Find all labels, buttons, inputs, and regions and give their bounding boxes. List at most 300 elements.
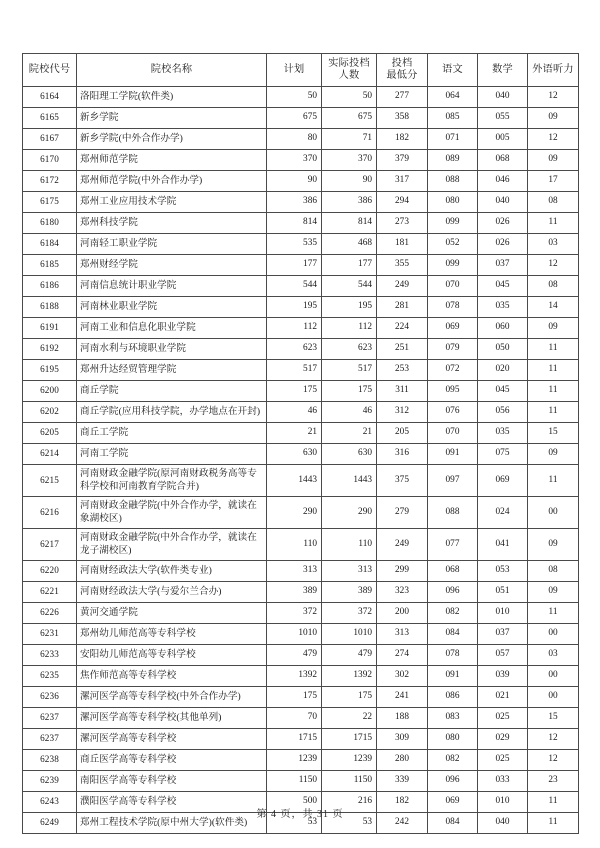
cell-math: 010 bbox=[478, 603, 528, 624]
cell-code: 6202 bbox=[23, 402, 77, 423]
cell-plan: 175 bbox=[267, 381, 322, 402]
cell-math: 035 bbox=[478, 423, 528, 444]
cell-code: 6164 bbox=[23, 87, 77, 108]
cell-actual-count: 675 bbox=[322, 108, 377, 129]
cell-chinese: 084 bbox=[428, 624, 478, 645]
cell-english-listening: 11 bbox=[528, 813, 579, 834]
cell-actual-count: 110 bbox=[322, 529, 377, 561]
cell-code: 6220 bbox=[23, 561, 77, 582]
cell-school-name: 郑州工程技术学院(原中州大学)(软件类) bbox=[77, 813, 267, 834]
cell-min-score: 302 bbox=[377, 666, 428, 687]
cell-math: 055 bbox=[478, 108, 528, 129]
cell-code: 6217 bbox=[23, 529, 77, 561]
cell-math: 021 bbox=[478, 687, 528, 708]
cell-chinese: 097 bbox=[428, 465, 478, 497]
cell-actual-count: 389 bbox=[322, 582, 377, 603]
cell-math: 029 bbox=[478, 729, 528, 750]
cell-chinese: 091 bbox=[428, 666, 478, 687]
table-row bbox=[23, 645, 579, 666]
cell-min-score: 273 bbox=[377, 213, 428, 234]
cell-plan: 290 bbox=[267, 497, 322, 529]
cell-chinese: 095 bbox=[428, 381, 478, 402]
cell-min-score: 375 bbox=[377, 465, 428, 497]
cell-math: 045 bbox=[478, 276, 528, 297]
cell-english-listening: 03 bbox=[528, 234, 579, 255]
cell-english-listening: 12 bbox=[528, 729, 579, 750]
cell-actual-count: 372 bbox=[322, 603, 377, 624]
cell-math: 026 bbox=[478, 234, 528, 255]
table-row bbox=[23, 297, 579, 318]
cell-actual-count: 21 bbox=[322, 423, 377, 444]
cell-code: 6192 bbox=[23, 339, 77, 360]
cell-plan: 1010 bbox=[267, 624, 322, 645]
cell-english-listening: 12 bbox=[528, 129, 579, 150]
cell-actual-count: 290 bbox=[322, 497, 377, 529]
cell-english-listening: 17 bbox=[528, 171, 579, 192]
cell-school-name: 郑州工业应用技术学院 bbox=[77, 192, 267, 213]
cell-plan: 1150 bbox=[267, 771, 322, 792]
column-header-plan: 计划 bbox=[267, 54, 322, 87]
cell-chinese: 082 bbox=[428, 603, 478, 624]
cell-school-name: 郑州科技学院 bbox=[77, 213, 267, 234]
table-row bbox=[23, 729, 579, 750]
cell-actual-count: 1443 bbox=[322, 465, 377, 497]
cell-min-score: 279 bbox=[377, 497, 428, 529]
cell-chinese: 088 bbox=[428, 497, 478, 529]
cell-chinese: 091 bbox=[428, 444, 478, 465]
cell-min-score: 311 bbox=[377, 381, 428, 402]
cell-chinese: 078 bbox=[428, 297, 478, 318]
cell-actual-count: 1392 bbox=[322, 666, 377, 687]
cell-actual-count: 177 bbox=[322, 255, 377, 276]
cell-actual-count: 623 bbox=[322, 339, 377, 360]
cell-actual-count: 544 bbox=[322, 276, 377, 297]
cell-english-listening: 12 bbox=[528, 255, 579, 276]
cell-actual-count: 517 bbox=[322, 360, 377, 381]
cell-chinese: 079 bbox=[428, 339, 478, 360]
column-header-actual-line1: 实际投档 bbox=[328, 57, 370, 69]
cell-actual-count: 112 bbox=[322, 318, 377, 339]
cell-code: 6191 bbox=[23, 318, 77, 339]
column-header-code: 院校代号 bbox=[23, 54, 77, 87]
column-header-name: 院校名称 bbox=[77, 54, 267, 87]
cell-plan: 53 bbox=[267, 813, 322, 834]
cell-school-name: 河南信息统计职业学院 bbox=[77, 276, 267, 297]
cell-plan: 386 bbox=[267, 192, 322, 213]
cell-school-name: 商丘学院(应用科技学院，办学地点在开封) bbox=[77, 402, 267, 423]
cell-code: 6231 bbox=[23, 624, 77, 645]
cell-english-listening: 08 bbox=[528, 192, 579, 213]
table-header bbox=[23, 54, 579, 87]
cell-english-listening: 11 bbox=[528, 213, 579, 234]
cell-school-name: 焦作师范高等专科学校 bbox=[77, 666, 267, 687]
cell-code: 6221 bbox=[23, 582, 77, 603]
cell-actual-count: 50 bbox=[322, 87, 377, 108]
cell-math: 051 bbox=[478, 582, 528, 603]
cell-english-listening: 15 bbox=[528, 708, 579, 729]
cell-school-name: 河南财政金融学院(中外合作办学，就读在象湖校区) bbox=[77, 497, 267, 529]
table-row bbox=[23, 529, 579, 561]
cell-plan: 313 bbox=[267, 561, 322, 582]
cell-actual-count: 90 bbox=[322, 171, 377, 192]
cell-min-score: 323 bbox=[377, 582, 428, 603]
cell-english-listening: 00 bbox=[528, 624, 579, 645]
cell-chinese: 083 bbox=[428, 708, 478, 729]
cell-school-name: 新乡学院 bbox=[77, 108, 267, 129]
cell-english-listening: 00 bbox=[528, 666, 579, 687]
cell-actual-count: 386 bbox=[322, 192, 377, 213]
cell-min-score: 205 bbox=[377, 423, 428, 444]
cell-math: 075 bbox=[478, 444, 528, 465]
cell-english-listening: 08 bbox=[528, 561, 579, 582]
cell-chinese: 084 bbox=[428, 813, 478, 834]
table-row bbox=[23, 750, 579, 771]
cell-english-listening: 11 bbox=[528, 402, 579, 423]
cell-min-score: 339 bbox=[377, 771, 428, 792]
cell-code: 6216 bbox=[23, 497, 77, 529]
cell-plan: 1715 bbox=[267, 729, 322, 750]
page-footer: 第 4 页，共 31 页 bbox=[256, 809, 344, 820]
cell-min-score: 224 bbox=[377, 318, 428, 339]
cell-chinese: 088 bbox=[428, 171, 478, 192]
cell-chinese: 068 bbox=[428, 561, 478, 582]
cell-chinese: 082 bbox=[428, 750, 478, 771]
cell-math: 046 bbox=[478, 171, 528, 192]
cell-min-score: 358 bbox=[377, 108, 428, 129]
cell-plan: 50 bbox=[267, 87, 322, 108]
cell-code: 6185 bbox=[23, 255, 77, 276]
cell-actual-count: 370 bbox=[322, 150, 377, 171]
cell-min-score: 312 bbox=[377, 402, 428, 423]
cell-plan: 175 bbox=[267, 687, 322, 708]
cell-plan: 1239 bbox=[267, 750, 322, 771]
cell-min-score: 249 bbox=[377, 276, 428, 297]
cell-school-name: 河南财经政法大学(与爱尔兰合办) bbox=[77, 582, 267, 603]
table-row bbox=[23, 171, 579, 192]
table-row bbox=[23, 624, 579, 645]
cell-english-listening: 09 bbox=[528, 150, 579, 171]
cell-plan: 479 bbox=[267, 645, 322, 666]
cell-actual-count: 175 bbox=[322, 687, 377, 708]
cell-actual-count: 479 bbox=[322, 645, 377, 666]
cell-min-score: 188 bbox=[377, 708, 428, 729]
cell-english-listening: 15 bbox=[528, 423, 579, 444]
cell-code: 6249 bbox=[23, 813, 77, 834]
cell-school-name: 商丘学院 bbox=[77, 381, 267, 402]
cell-plan: 110 bbox=[267, 529, 322, 561]
column-header-min-line2: 最低分 bbox=[386, 70, 418, 81]
cell-chinese: 096 bbox=[428, 771, 478, 792]
cell-math: 037 bbox=[478, 255, 528, 276]
cell-code: 6215 bbox=[23, 465, 77, 497]
cell-chinese: 080 bbox=[428, 192, 478, 213]
cell-min-score: 182 bbox=[377, 129, 428, 150]
cell-english-listening: 11 bbox=[528, 381, 579, 402]
cell-code: 6237 bbox=[23, 708, 77, 729]
cell-chinese: 064 bbox=[428, 87, 478, 108]
cell-actual-count: 630 bbox=[322, 444, 377, 465]
table-row bbox=[23, 234, 579, 255]
table-row bbox=[23, 708, 579, 729]
cell-english-listening: 09 bbox=[528, 529, 579, 561]
cell-min-score: 249 bbox=[377, 529, 428, 561]
cell-chinese: 070 bbox=[428, 276, 478, 297]
cell-plan: 1443 bbox=[267, 465, 322, 497]
cell-actual-count: 195 bbox=[322, 297, 377, 318]
cell-english-listening: 08 bbox=[528, 276, 579, 297]
cell-actual-count: 468 bbox=[322, 234, 377, 255]
cell-math: 069 bbox=[478, 465, 528, 497]
cell-english-listening: 09 bbox=[528, 318, 579, 339]
column-header-min-score bbox=[377, 54, 428, 87]
cell-english-listening: 23 bbox=[528, 771, 579, 792]
cell-min-score: 241 bbox=[377, 687, 428, 708]
cell-plan: 21 bbox=[267, 423, 322, 444]
cell-plan: 372 bbox=[267, 603, 322, 624]
cell-plan: 177 bbox=[267, 255, 322, 276]
cell-min-score: 277 bbox=[377, 87, 428, 108]
table-row bbox=[23, 603, 579, 624]
table-row bbox=[23, 444, 579, 465]
table-row bbox=[23, 666, 579, 687]
cell-math: 035 bbox=[478, 297, 528, 318]
cell-code: 6180 bbox=[23, 213, 77, 234]
cell-school-name: 河南林业职业学院 bbox=[77, 297, 267, 318]
table-row bbox=[23, 255, 579, 276]
cell-math: 056 bbox=[478, 402, 528, 423]
cell-chinese: 086 bbox=[428, 687, 478, 708]
cell-school-name: 河南水利与环境职业学院 bbox=[77, 339, 267, 360]
cell-chinese: 076 bbox=[428, 402, 478, 423]
cell-code: 6205 bbox=[23, 423, 77, 444]
column-header-chinese: 语文 bbox=[428, 54, 478, 87]
cell-plan: 544 bbox=[267, 276, 322, 297]
cell-code: 6195 bbox=[23, 360, 77, 381]
cell-plan: 112 bbox=[267, 318, 322, 339]
cell-math: 040 bbox=[478, 192, 528, 213]
cell-min-score: 309 bbox=[377, 729, 428, 750]
cell-code: 6184 bbox=[23, 234, 77, 255]
cell-school-name: 安阳幼儿师范高等专科学校 bbox=[77, 645, 267, 666]
cell-chinese: 052 bbox=[428, 234, 478, 255]
cell-plan: 389 bbox=[267, 582, 322, 603]
column-header-actual bbox=[322, 54, 377, 87]
cell-english-listening: 00 bbox=[528, 687, 579, 708]
cell-school-name: 漯河医学高等专科学校 bbox=[77, 729, 267, 750]
cell-math: 005 bbox=[478, 129, 528, 150]
cell-school-name: 漯河医学高等专科学校(中外合作办学) bbox=[77, 687, 267, 708]
cell-chinese: 078 bbox=[428, 645, 478, 666]
cell-plan: 675 bbox=[267, 108, 322, 129]
cell-code: 6237 bbox=[23, 729, 77, 750]
cell-code: 6214 bbox=[23, 444, 77, 465]
cell-school-name: 商丘医学高等专科学校 bbox=[77, 750, 267, 771]
cell-english-listening: 00 bbox=[528, 497, 579, 529]
cell-code: 6238 bbox=[23, 750, 77, 771]
cell-chinese: 096 bbox=[428, 582, 478, 603]
cell-school-name: 新乡学院(中外合作办学) bbox=[77, 129, 267, 150]
cell-english-listening: 09 bbox=[528, 582, 579, 603]
cell-math: 040 bbox=[478, 813, 528, 834]
cell-plan: 630 bbox=[267, 444, 322, 465]
cell-actual-count: 216 bbox=[322, 792, 377, 813]
column-header-min-line1: 投档 bbox=[391, 57, 413, 69]
cell-school-name: 河南工业和信息化职业学院 bbox=[77, 318, 267, 339]
cell-english-listening: 12 bbox=[528, 750, 579, 771]
cell-min-score: 281 bbox=[377, 297, 428, 318]
cell-actual-count: 22 bbox=[322, 708, 377, 729]
cell-min-score: 242 bbox=[377, 813, 428, 834]
cell-chinese: 077 bbox=[428, 529, 478, 561]
cell-chinese: 099 bbox=[428, 255, 478, 276]
cell-school-name: 郑州升达经贸管理学院 bbox=[77, 360, 267, 381]
cell-chinese: 071 bbox=[428, 129, 478, 150]
cell-code: 6186 bbox=[23, 276, 77, 297]
cell-code: 6243 bbox=[23, 792, 77, 813]
cell-chinese: 072 bbox=[428, 360, 478, 381]
cell-math: 026 bbox=[478, 213, 528, 234]
cell-actual-count: 1715 bbox=[322, 729, 377, 750]
cell-school-name: 河南财经政法大学(软件类专业) bbox=[77, 561, 267, 582]
table-row bbox=[23, 360, 579, 381]
cell-plan: 1392 bbox=[267, 666, 322, 687]
cell-school-name: 河南财政金融学院(原河南财政税务高等专科学校和河南教育学院合并) bbox=[77, 465, 267, 497]
cell-chinese: 080 bbox=[428, 729, 478, 750]
cell-chinese: 070 bbox=[428, 423, 478, 444]
table-row bbox=[23, 318, 579, 339]
cell-school-name: 河南工学院 bbox=[77, 444, 267, 465]
table-body bbox=[23, 87, 579, 834]
cell-chinese: 069 bbox=[428, 792, 478, 813]
cell-english-listening: 09 bbox=[528, 108, 579, 129]
cell-math: 024 bbox=[478, 497, 528, 529]
cell-plan: 70 bbox=[267, 708, 322, 729]
cell-min-score: 182 bbox=[377, 792, 428, 813]
cell-plan: 195 bbox=[267, 297, 322, 318]
cell-school-name: 河南财政金融学院(中外合作办学，就读在龙子湖校区) bbox=[77, 529, 267, 561]
cell-english-listening: 09 bbox=[528, 444, 579, 465]
cell-code: 6167 bbox=[23, 129, 77, 150]
cell-school-name: 郑州幼儿师范高等专科学校 bbox=[77, 624, 267, 645]
cell-math: 025 bbox=[478, 750, 528, 771]
cell-actual-count: 53 bbox=[322, 813, 377, 834]
cell-math: 010 bbox=[478, 792, 528, 813]
cell-chinese: 085 bbox=[428, 108, 478, 129]
cell-min-score: 274 bbox=[377, 645, 428, 666]
cell-school-name: 郑州师范学院 bbox=[77, 150, 267, 171]
admission-score-table bbox=[22, 53, 579, 834]
cell-english-listening: 12 bbox=[528, 87, 579, 108]
cell-actual-count: 71 bbox=[322, 129, 377, 150]
table-row bbox=[23, 213, 579, 234]
cell-chinese: 089 bbox=[428, 150, 478, 171]
column-header-math: 数学 bbox=[478, 54, 528, 87]
table-row bbox=[23, 402, 579, 423]
cell-english-listening: 11 bbox=[528, 603, 579, 624]
cell-math: 057 bbox=[478, 645, 528, 666]
cell-math: 020 bbox=[478, 360, 528, 381]
cell-math: 039 bbox=[478, 666, 528, 687]
cell-min-score: 294 bbox=[377, 192, 428, 213]
cell-min-score: 200 bbox=[377, 603, 428, 624]
cell-school-name: 郑州财经学院 bbox=[77, 255, 267, 276]
cell-min-score: 316 bbox=[377, 444, 428, 465]
cell-math: 025 bbox=[478, 708, 528, 729]
cell-math: 053 bbox=[478, 561, 528, 582]
cell-plan: 46 bbox=[267, 402, 322, 423]
table-row bbox=[23, 497, 579, 529]
cell-code: 6200 bbox=[23, 381, 77, 402]
cell-code: 6235 bbox=[23, 666, 77, 687]
cell-math: 045 bbox=[478, 381, 528, 402]
cell-code: 6236 bbox=[23, 687, 77, 708]
header-row bbox=[23, 54, 579, 87]
cell-english-listening: 14 bbox=[528, 297, 579, 318]
cell-code: 6165 bbox=[23, 108, 77, 129]
cell-actual-count: 1239 bbox=[322, 750, 377, 771]
cell-plan: 814 bbox=[267, 213, 322, 234]
cell-actual-count: 1150 bbox=[322, 771, 377, 792]
cell-english-listening: 11 bbox=[528, 360, 579, 381]
column-header-actual-line2: 人数 bbox=[338, 70, 360, 81]
cell-min-score: 299 bbox=[377, 561, 428, 582]
table-row bbox=[23, 339, 579, 360]
table-row bbox=[23, 87, 579, 108]
cell-math: 050 bbox=[478, 339, 528, 360]
cell-code: 6239 bbox=[23, 771, 77, 792]
cell-code: 6175 bbox=[23, 192, 77, 213]
cell-actual-count: 814 bbox=[322, 213, 377, 234]
table-row bbox=[23, 108, 579, 129]
cell-code: 6233 bbox=[23, 645, 77, 666]
cell-code: 6188 bbox=[23, 297, 77, 318]
cell-min-score: 280 bbox=[377, 750, 428, 771]
cell-school-name: 濮阳医学高等专科学校 bbox=[77, 792, 267, 813]
cell-actual-count: 1010 bbox=[322, 624, 377, 645]
cell-school-name: 漯河医学高等专科学校(其他单列) bbox=[77, 708, 267, 729]
cell-min-score: 317 bbox=[377, 171, 428, 192]
table-row bbox=[23, 150, 579, 171]
cell-min-score: 253 bbox=[377, 360, 428, 381]
table-row bbox=[23, 192, 579, 213]
cell-school-name: 南阳医学高等专科学校 bbox=[77, 771, 267, 792]
cell-math: 040 bbox=[478, 87, 528, 108]
cell-plan: 500 bbox=[267, 792, 322, 813]
cell-min-score: 379 bbox=[377, 150, 428, 171]
cell-english-listening: 03 bbox=[528, 645, 579, 666]
cell-code: 6226 bbox=[23, 603, 77, 624]
cell-school-name: 商丘工学院 bbox=[77, 423, 267, 444]
table-row bbox=[23, 276, 579, 297]
cell-math: 041 bbox=[478, 529, 528, 561]
cell-min-score: 181 bbox=[377, 234, 428, 255]
table-row bbox=[23, 129, 579, 150]
cell-min-score: 355 bbox=[377, 255, 428, 276]
cell-school-name: 郑州师范学院(中外合作办学) bbox=[77, 171, 267, 192]
table-row bbox=[23, 582, 579, 603]
cell-school-name: 洛阳理工学院(软件类) bbox=[77, 87, 267, 108]
cell-min-score: 251 bbox=[377, 339, 428, 360]
cell-school-name: 河南轻工职业学院 bbox=[77, 234, 267, 255]
table-row bbox=[23, 687, 579, 708]
cell-code: 6172 bbox=[23, 171, 77, 192]
table-row bbox=[23, 771, 579, 792]
cell-english-listening: 11 bbox=[528, 339, 579, 360]
cell-plan: 517 bbox=[267, 360, 322, 381]
cell-school-name: 黄河交通学院 bbox=[77, 603, 267, 624]
cell-chinese: 099 bbox=[428, 213, 478, 234]
cell-plan: 370 bbox=[267, 150, 322, 171]
